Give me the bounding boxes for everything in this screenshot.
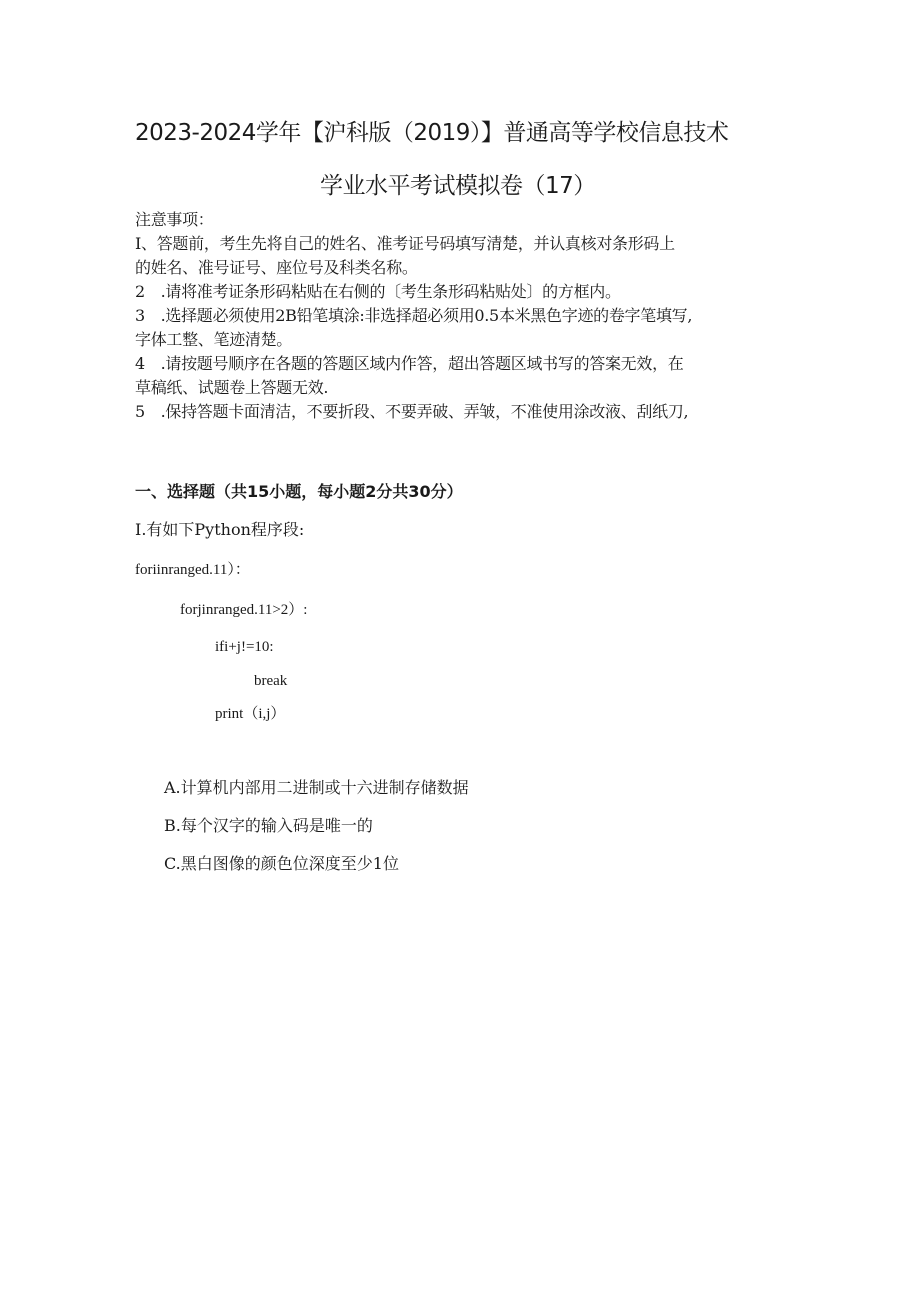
question-1-stem: I.有如下Python程序段: bbox=[135, 520, 305, 539]
option-b: B.每个汉字的输入码是唯一的 bbox=[164, 816, 373, 835]
code-line: ifi+j!=10: bbox=[215, 639, 274, 655]
code-line: print（i,j） bbox=[215, 706, 286, 722]
option-a: A.计算机内部用二进制或十六进制存储数据 bbox=[164, 778, 469, 797]
option-c: C.黑白图像的颜色位深度至少1位 bbox=[164, 854, 399, 873]
code-line: forjinranged.11>2）: bbox=[180, 602, 308, 618]
section-heading-choice: 一、选择题（共15小题，每小题2分共30分） bbox=[135, 482, 463, 501]
notice-block bbox=[135, 208, 795, 424]
notice-line: I、答题前，考生先将自己的姓名、准考证号码填写清楚，并认真核对条形码上 bbox=[135, 234, 675, 253]
exam-title-line-1: 2023-2024学年【沪科版（2019）】普通高等学校信息技术 bbox=[135, 120, 729, 146]
code-line: foriinranged.11）： bbox=[135, 562, 250, 578]
code-line: break bbox=[254, 673, 288, 689]
notice-line: 4 .请按题号顺序在各题的答题区域内作答，超出答题区域书写的答案无效，在 bbox=[135, 354, 684, 373]
notice-line: 的姓名、准号证号、座位号及科类名称。 bbox=[135, 258, 418, 277]
notice-line: 字体工整、笔迹清楚。 bbox=[135, 330, 293, 349]
notice-line: 5 .保持答题卡面清洁，不要折段、不要弄破、弄皱，不准使用涂改液、刮纸刀, bbox=[135, 402, 689, 421]
notice-line: 草稿纸、试题卷上答题无效. bbox=[135, 378, 329, 397]
notice-line: 3 .选择题必须使用2B铅笔填涂:非选择超必须用0.5本米黑色字迹的卷字笔填写, bbox=[135, 306, 693, 325]
notice-line: 2 .请将准考证条形码粘贴在右侧的〔考生条形码粘贴处〕的方框内。 bbox=[135, 282, 621, 301]
exam-title-line-2: 学业水平考试模拟卷（17） bbox=[320, 173, 596, 199]
notice-heading: 注意事项： bbox=[135, 210, 214, 229]
